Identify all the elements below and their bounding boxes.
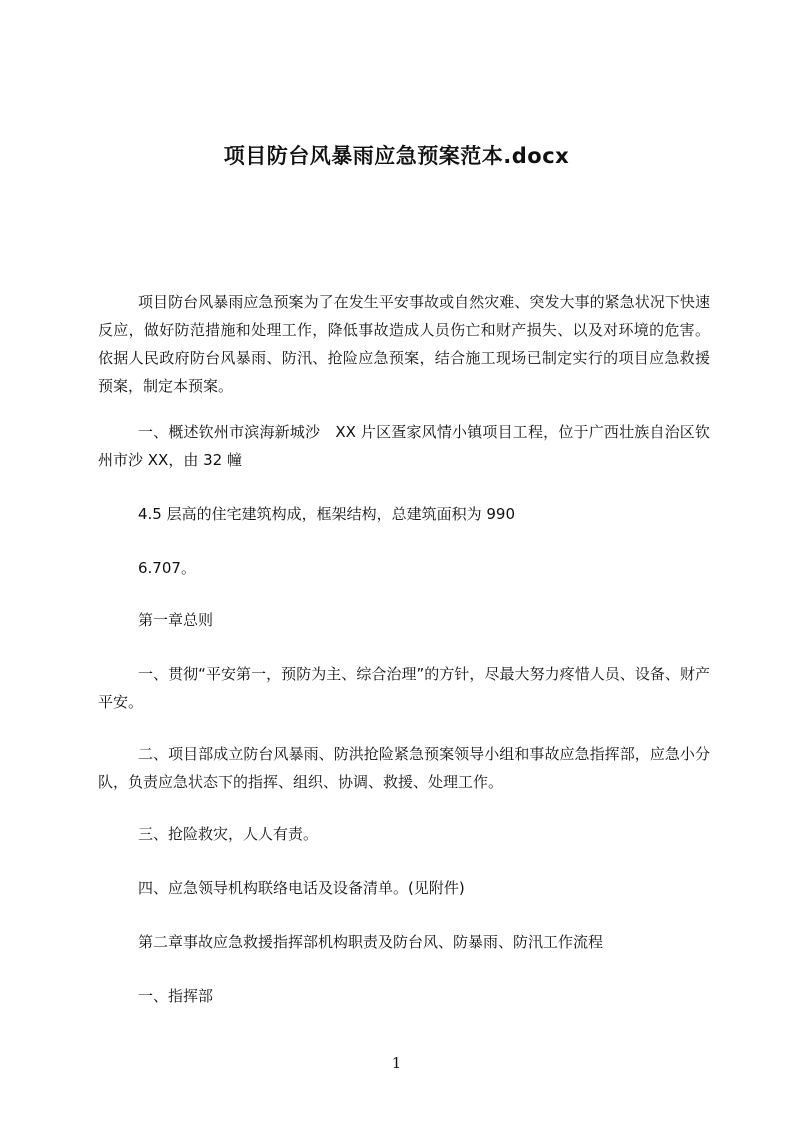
floors-paragraph: 4.5 层高的住宅建筑构成，框架结构，总建筑面积为 990: [138, 505, 516, 523]
intro-paragraph: 项目防台风暴雨应急预案为了在发生平安事故或自然灾难、突发大事的紧急状况下快速反应，做好防范措施和处理工作，降低事故造成人员伤亡和财产损失、以及对环境的危害。依据人民政府防台风暴雨、防汛、抢险应急预案，结合施工现场已制定实行的项目应急救援预案，制定本预案。: [98, 293, 710, 395]
chapter1-heading: 第一章总则: [138, 611, 214, 629]
overview-paragraph: 一、概述钦州市滨海新城沙 XX 片区疍家风情小镇项目工程，位于广西壮族自治区钦州市沙 XX，由 32 幢: [98, 423, 710, 469]
chapter2-heading: 第二章事故应急救援指挥部机构职责及防台风、防暴雨、防汛工作流程: [138, 933, 604, 951]
chapter1-item-1: 一、贯彻“平安第一，预防为主、综合治理”的方针，尽最大努力疼惜人员、设备、财产平安。: [98, 665, 710, 711]
chapter2-item-1: 一、指挥部: [138, 987, 214, 1005]
chapter1-item-2: 二、项目部成立防台风暴雨、防洪抢险紧急预案领导小组和事故应急指挥部，应急小分队，负责应急状态下的指挥、组织、协调、救援、处理工作。: [98, 745, 710, 791]
chapter1-item-3: 三、抢险救灾，人人有责。: [138, 825, 319, 843]
page-number: 1: [391, 1054, 402, 1072]
area-paragraph: 6.707。: [138, 559, 196, 577]
chapter1-item-4: 四、应急领导机构联络电话及设备清单。(见附件): [138, 879, 465, 897]
document-title: 项目防台风暴雨应急预案范本.docx: [223, 144, 570, 168]
